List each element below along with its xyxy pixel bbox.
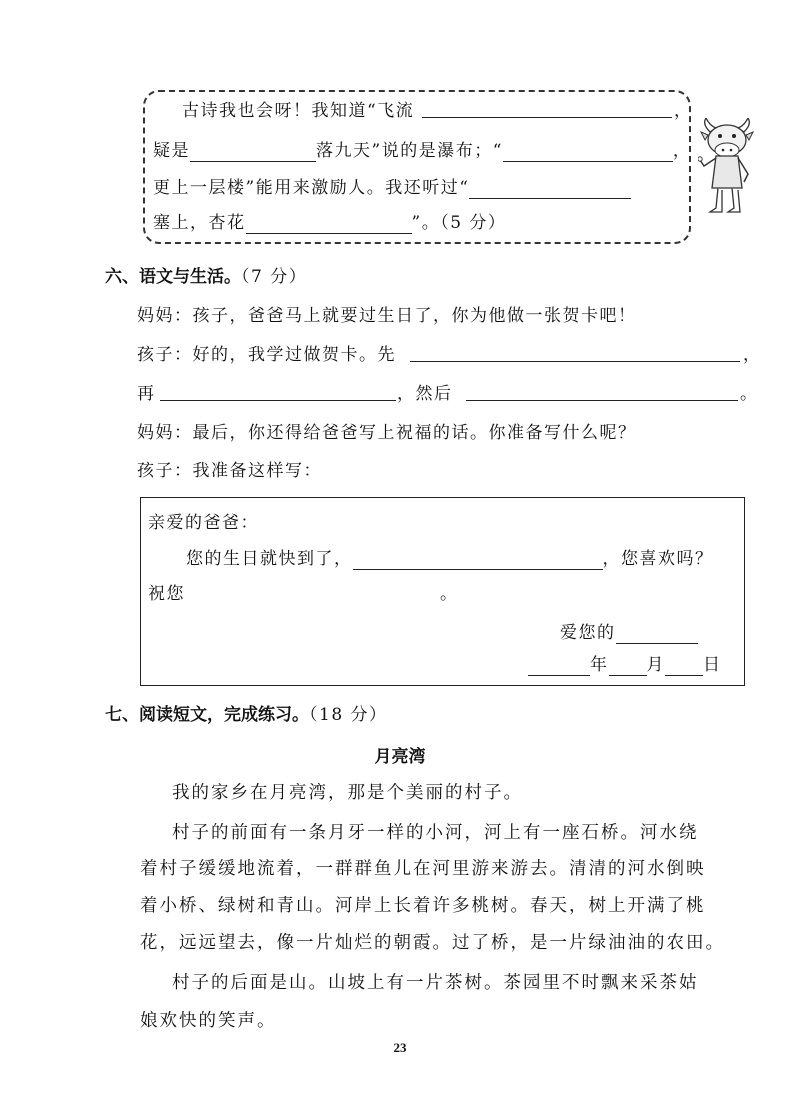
poem-blank-1[interactable] <box>422 100 672 118</box>
card-body <box>186 548 714 570</box>
step-2-label: 再 <box>137 384 156 404</box>
dialogue-child-1 <box>137 344 396 366</box>
punct: 。 <box>440 584 459 604</box>
passage-line: 村子的后面是山。山坡上有一片茶树。茶园里不时飘来采茶姑 <box>172 973 699 993</box>
section-6-title: 六、语文与生活。 <box>105 267 241 287</box>
section-7-score: （18 分） <box>309 705 388 725</box>
dialogue-mom-1: 妈妈：孩子，爸爸马上就要过生日了，你为他做一张贺卡吧！ <box>137 306 637 326</box>
year-label: 年 <box>590 655 609 675</box>
section-6-heading <box>105 266 307 288</box>
month-label: 月 <box>646 655 665 675</box>
dialogue-child-2: 孩子：我准备这样写： <box>137 461 322 481</box>
punct: 。 <box>740 384 759 404</box>
section-6-score: （7 分） <box>241 267 308 287</box>
poem-line-4-end: ”。（5 分） <box>411 213 507 233</box>
poem-line-1 <box>182 100 414 122</box>
cow-mascot-icon <box>698 118 758 216</box>
day-label: 日 <box>703 655 722 675</box>
poem-line-4-start: 塞上，杏花 <box>153 213 246 233</box>
passage-line: 村子的前面有一条月牙一样的小河，河上有一座石桥。河水绕 <box>172 823 699 843</box>
card-blessing: 祝您 <box>148 584 185 604</box>
card-greeting: 亲爱的爸爸： <box>148 513 259 533</box>
poem-blank-4[interactable] <box>469 181 631 199</box>
poem-line-4 <box>153 212 506 234</box>
passage-line: 着村子缓缓地流着，一群群鱼儿在河里游来游去。清清的河水倒映 <box>140 859 706 879</box>
dialogue-child-steps <box>137 383 156 405</box>
card-signature-label: 爱您的 <box>560 623 616 643</box>
poem-line-2-start: 疑是 <box>153 141 190 161</box>
poem-line-1-text: 古诗我也会呀！我知道“飞流 <box>182 101 415 121</box>
card-wish-blank[interactable] <box>353 552 603 570</box>
poem-blank-5[interactable] <box>246 216 412 234</box>
dialogue-mom-2: 妈妈：最后，你还得给爸爸写上祝福的话。你准备写什么呢？ <box>137 423 637 443</box>
punct: ， <box>672 141 692 161</box>
passage-line: 我的家乡在月亮湾，那是个美丽的村子。 <box>172 783 523 803</box>
page-number: 23 <box>393 1040 407 1055</box>
poem-line-3-text: 更上一层楼”能用来激励人。我还听过“ <box>153 178 470 198</box>
punct: ， <box>743 345 762 365</box>
passage-line: 着小桥、绿树和青山。河岸上长着许多桃树。春天，树上开满了桃 <box>140 896 706 916</box>
poem-blank-3[interactable] <box>503 144 673 162</box>
step-1-blank[interactable] <box>410 344 740 362</box>
step-2-blank[interactable] <box>160 383 396 401</box>
card-body-text: 您的生日就快到了， <box>186 549 353 569</box>
passage-line: 花，远远望去，像一片灿烂的朝霞。过了桥，是一片绿油油的农田。 <box>140 933 725 953</box>
passage-title: 月亮湾 <box>374 747 426 767</box>
card-body-end: ，您喜欢吗？ <box>602 549 714 569</box>
section-7-heading <box>105 704 388 726</box>
year-blank[interactable] <box>528 658 590 676</box>
day-blank[interactable] <box>665 658 703 676</box>
passage-line: 娘欢快的笑声。 <box>140 1011 277 1031</box>
month-blank[interactable] <box>609 658 647 676</box>
dialogue-child-1-text: 孩子：好的，我学过做贺卡。先 <box>137 345 396 365</box>
punct: ， <box>674 101 693 121</box>
step-3-label: ，然后 <box>397 384 453 404</box>
poem-blank-2[interactable] <box>190 144 316 162</box>
poem-line-2 <box>153 140 691 162</box>
poem-line-2-mid: 落九天”说的是瀑布；“ <box>316 141 503 161</box>
section-7-title: 七、阅读短文，完成练习。 <box>105 705 309 725</box>
card-date <box>528 654 722 676</box>
signature-blank[interactable] <box>616 626 698 644</box>
step-3-blank[interactable] <box>466 383 738 401</box>
card-signature <box>560 622 698 644</box>
poem-line-3 <box>153 177 631 199</box>
